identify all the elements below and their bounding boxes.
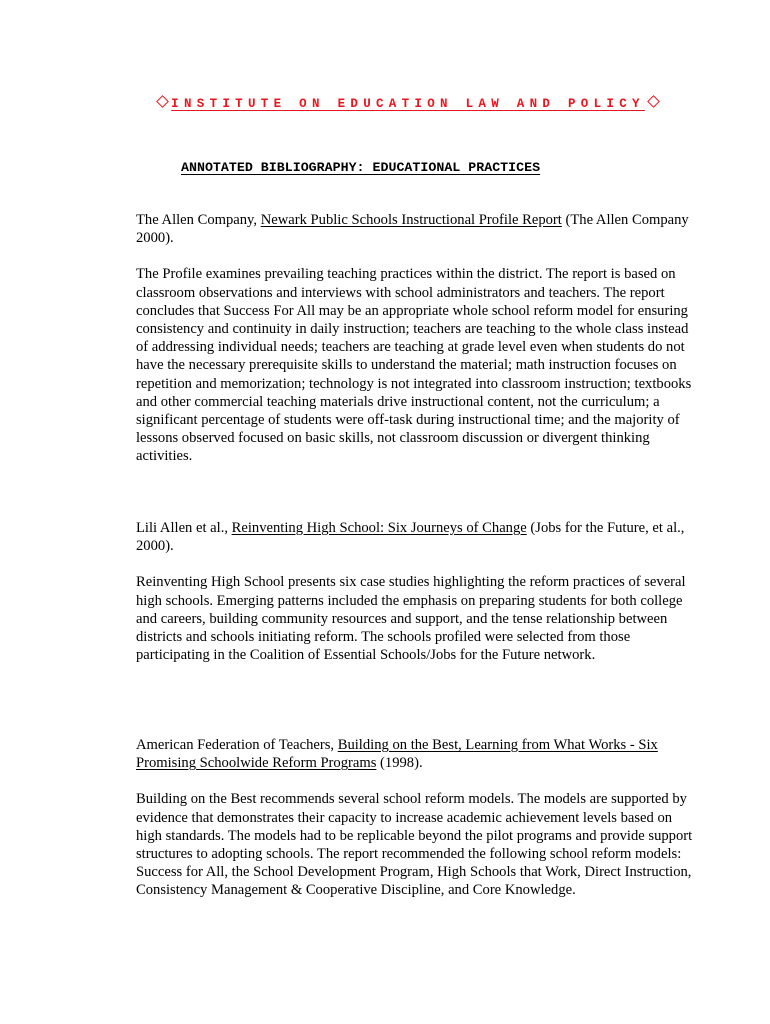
entry-author: American Federation of Teachers, <box>136 737 338 753</box>
entry-citation <box>136 519 696 555</box>
bibliography-entry-aft <box>136 736 696 900</box>
bibliography-entry-lili-allen <box>136 519 696 664</box>
institute-name: INSTITUTE ON EDUCATION LAW AND POLICY <box>171 97 645 111</box>
diamond-right-icon <box>647 95 660 108</box>
entry-author: Lili Allen et al., <box>136 520 232 536</box>
entry-summary: The Profile examines prevailing teaching practices within the district. The report is based on classroom observations and interviews with school administrators and teachers. The report concludes that Success For All may be an appropriate whole school reform model for ensuring consistency and continuity in daily instruction; teachers are teaching to the whole class instead of addressing individual needs; teachers are teaching at grade level even when students do not have the necessary prerequisite skills to understand the material; math instruction focuses on repetition and memorization; technology is not integrated into classroom instruction; textbooks and other commercial teaching materials drive instructional content, not the curriculum; a significant percentage of students were off-task during instructional time; and the majority of lessons observed focused on basic skills, not classroom discussion or divergent thinking activities. <box>136 266 692 465</box>
entry-title: Reinventing High School: Six Journeys of Change <box>231 520 527 536</box>
bibliography-entry-allen-company <box>136 211 696 466</box>
entry-publication: (1998). <box>376 755 423 772</box>
document-title: ANNOTATED BIBLIOGRAPHY: EDUCATIONAL PRACTICES <box>181 160 541 175</box>
entry-author: The Allen Company, <box>136 212 261 228</box>
entry-summary: Building on the Best recommends several school reform models. The models are supported by evidence that demonstrates their capacity to increase academic achievement levels based on high standards. The models had to be replicable beyond the pilot programs and provide support structures to adopting schools. The report recommended the following school reform models: Success for All, the School Development Program, High Schools that Work, Direct Instruction, Consistency Management & Cooperative Discipline, and Core Knowledge. <box>136 791 693 899</box>
entry-publication: (Jobs for the Future, et al., 2000). <box>136 520 685 555</box>
entry-summary: Reinventing High School presents six case studies highlighting the reform practices of several high schools. Emerging patterns included the emphasis on preparing students for both college and careers, building community resources and support, and the tense relationship between districts and schools initiating reform. The schools profiled were selected from those participating in the Coalition of Essential Schools/Jobs for the Future network. <box>136 574 686 664</box>
institute-header <box>0 97 770 111</box>
entry-publication: (The Allen Company 2000). <box>136 212 689 247</box>
diamond-left-icon <box>156 95 169 108</box>
entry-title: Newark Public Schools Instructional Profile Report <box>260 212 562 228</box>
entry-title: Building on the Best, Learning from What Works - Six Promising Schoolwide Reform Programs <box>136 737 658 772</box>
entry-citation <box>136 211 696 247</box>
entry-citation <box>136 736 696 772</box>
